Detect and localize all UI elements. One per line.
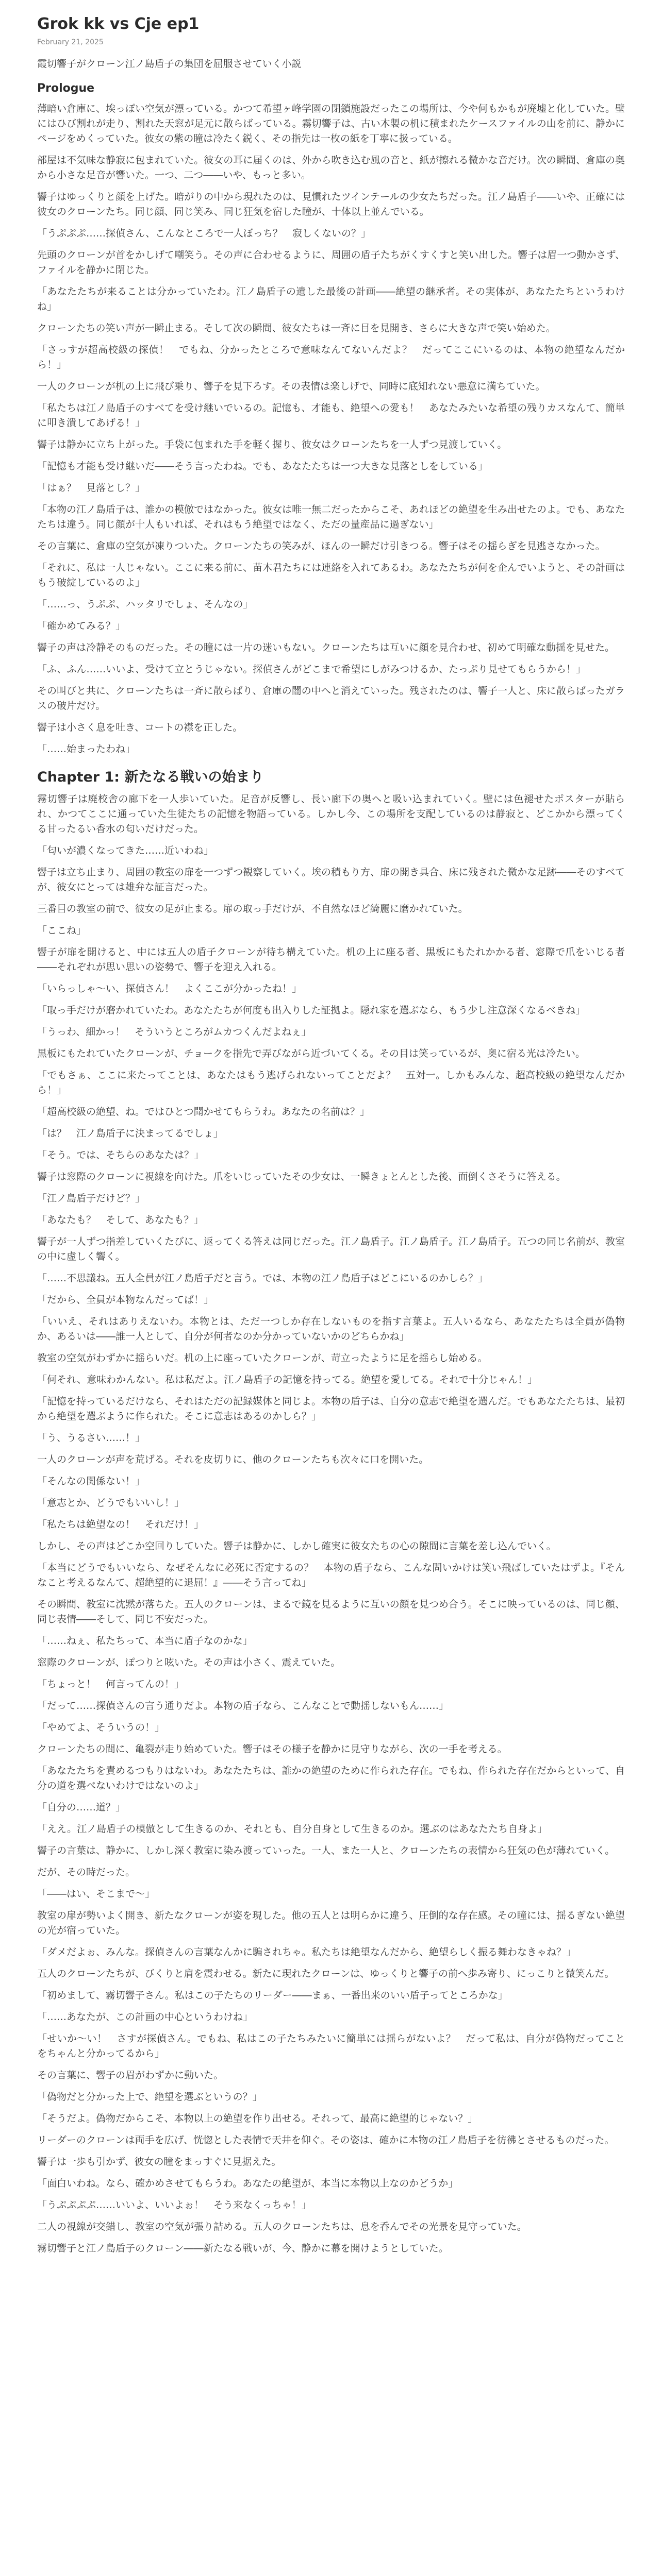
post-date: February 21, 2025 [37,38,104,46]
prologue-paragraph: クローンたちの笑い声が一瞬止まる。そして次の瞬間、彼女たちは一斉に目を見開き、さらに大きな声で笑い始めた。 [37,323,556,334]
prologue-paragraph: 「記憶も才能も受け継いだ――そう言ったわね。でも、あなたたちは一つ大きな見落としをしている」 [37,461,488,472]
prologue-paragraph: 「確かめてみる？」 [37,620,126,632]
chapter1-paragraph: 響子は窓際のクローンに視線を向けた。爪をいじっていたその少女は、一瞬きょとんとした後、面倒くさそうに答える。 [37,1171,566,1182]
prologue-paragraph: 響子はゆっくりと顔を上げた。暗がりの中から現れたのは、見慣れたツインテールの少女たちだった。江ノ島盾子――いや、正確には彼女のクローンたち。同じ顔、同じ笑み、同じ狂気を宿した瞳が、十体以上並んでいる。 [37,191,625,217]
chapter1-paragraph: 霧切響子と江ノ島盾子のクローン――新たなる戦いが、今、静かに幕を開けようとしていた。 [37,2243,449,2254]
chapter1-paragraph: 「だから、全員が本物なんだってば！」 [37,1294,214,1306]
chapter1-paragraph: 「うっわ、細かっ！ そういうところがムカつくんだよねぇ」 [37,1026,311,1038]
prologue-paragraph: 先頭のクローンが首をかしげて嘲笑う。その声に合わせるように、周囲の盾子たちがくすくすと笑い出した。響子は眉一つ動かさず、ファイルを静かに閉じた。 [37,249,625,276]
chapter1-paragraph: リーダーのクローンは両手を広げ、恍惚とした表情で天井を仰ぐ。その姿は、確かに本物の江ノ島盾子を彷彿とさせるものだった。 [37,2134,615,2146]
prologue-paragraph: その叫びと共に、クローンたちは一斉に散らばり、倉庫の闇の中へと消えていった。残されたのは、響子一人と、床に散らばったガラスの破片だけ。 [37,685,625,711]
chapter1-paragraph: 「あなたたちを責めるつもりはないわ。あなたたちは、誰かの絶望のために作られた存在。でもね、作られた存在だからといって、自分の道を選べないわけではないのよ」 [37,1765,625,1791]
chapter1-paragraph: 窓際のクローンが、ぽつりと呟いた。その声は小さく、震えていた。 [37,1657,341,1668]
prologue-paragraph: 「あなたたちが来ることは分かっていたわ。江ノ島盾子の遺した最後の計画――絶望の継承者。その実体が、あなたたちというわけね」 [37,286,625,312]
prologue-paragraph: 「はぁ？ 見落とし？」 [37,482,145,494]
chapter1-paragraph: 「本当にどうでもいいなら、なぜそんなに必死に否定するの？ 本物の盾子なら、こんな問いかけは笑い飛ばしていたはずよ。『そんなこと考えるなんて、超絶望的に退屈！』――そう言ってね」 [37,1562,625,1588]
chapter1-paragraph: 「う、うるさい……！」 [37,1432,145,1444]
chapter1-paragraph: 響子は立ち止まり、周囲の教室の扉を一つずつ観察していく。埃の積もり方、扉の開き具合、床に残された微かな足跡――そのすべてが、彼女にとっては雄弁な証言だった。 [37,867,625,893]
prologue-paragraph: 一人のクローンが机の上に飛び乗り、響子を見下ろす。その表情は楽しげで、同時に底知れない悪意に満ちていた。 [37,381,545,392]
chapter1-paragraph: 響子が扉を開けると、中には五人の盾子クローンが待ち構えていた。机の上に座る者、黒板にもたれかかる者、窓際で爪をいじる者――それぞれが思い思いの姿勢で、響子を迎え入れる。 [37,946,625,973]
prologue-paragraph: 「ふ、ふん……いいよ、受けて立とうじゃない。探偵さんがどこまで希望にしがみつけるか、たっぷり見せてもらうから！」 [37,664,586,675]
chapter1-paragraph: 「偽物だと分かった上で、絶望を選ぶというの？」 [37,2091,262,2103]
chapter1-paragraph: 「――はい、そこまで〜」 [37,1888,155,1900]
chapter1-paragraph: 「だって……探偵さんの言う通りだよ。本物の盾子なら、こんなことで動揺しないもん……」 [37,1700,449,1711]
chapter1-paragraph: 「そんなの関係ない！」 [37,1476,145,1487]
chapter1-paragraph: 三番目の教室の前で、彼女の足が止まる。扉の取っ手だけが、不自然なほど綺麗に磨かれていた。 [37,903,468,914]
chapter1-paragraph: 「いらっしゃ〜い、探偵さん！ よくここが分かったね！」 [37,983,302,994]
chapter1-paragraph: 「超高校級の絶望、ね。ではひとつ聞かせてもらうわ。あなたの名前は？」 [37,1106,370,1117]
chapter1-paragraph: 「江ノ島盾子だけど？」 [37,1193,145,1204]
chapter1-paragraph: その瞬間、教室に沈黙が落ちた。五人のクローンは、まるで鏡を見るように互いの顔を見つめ合う。そこに映っているのは、同じ顔、同じ表情――そして、同じ不安だった。 [37,1599,625,1625]
prologue-body [37,101,625,757]
chapter1-paragraph: 「自分の……道？」 [37,1802,126,1813]
chapter1-paragraph: 「……あなたが、この計画の中心というわけね」 [37,2011,253,2023]
chapter1-paragraph: 「でもさぁ、ここに来たってことは、あなたはもう逃げられないってことだよ？ 五対一。しかもみんな、超高校級の絶望なんだから！」 [37,1070,625,1096]
post-page [37,0,625,2256]
chapter1-paragraph: 「いいえ、それはありえないわ。本物とは、ただ一つしか存在しないものを指す言葉よ。五人いるなら、あなたたちは全員が偽物か、あるいは――誰一人として、自分が何者なのか分かっていないかのどちらかね」 [37,1316,625,1342]
chapter1-paragraph: 「そう。では、そちらのあなたは？」 [37,1149,204,1161]
chapter1-body [37,792,625,2256]
prologue-paragraph: 「それに、私は一人じゃない。ここに来る前に、苗木君たちには連絡を入れてあるわ。あなたたちが何を企んでいようと、その計画はもう破綻しているのよ」 [37,562,625,588]
chapter1-paragraph: 「は？ 江ノ島盾子に決まってるでしょ」 [37,1128,223,1139]
chapter1-paragraph: 「何それ、意味わかんない。私は私だよ。江ノ島盾子の記憶を持ってる。絶望を愛してる。それで十分じゃん！」 [37,1374,538,1385]
chapter1-paragraph: 教室の扉が勢いよく開き、新たなクローンが姿を現した。他の五人とは明らかに違う、圧倒的な存在感。その瞳には、揺るぎない絶望の光が宿っていた。 [37,1910,625,1936]
prologue-heading: Prologue [37,82,95,95]
chapter1-paragraph: 「匂いが濃くなってきた……近いわね」 [37,845,214,856]
chapter1-paragraph: 五人のクローンたちが、びくりと肩を震わせる。新たに現れたクローンは、ゆっくりと響子の前へ歩み寄り、にっこりと微笑んだ。 [37,1968,615,1979]
prologue-paragraph: その言葉に、倉庫の空気が凍りついた。クローンたちの笑みが、ほんの一瞬だけ引きつる。響子はその揺らぎを見逃さなかった。 [37,540,605,552]
prologue-paragraph: 「うぷぷぷ……探偵さん、こんなところで一人ぼっち？ 寂しくないの？」 [37,228,371,239]
chapter1-paragraph: 「やめてよ、そういうの！」 [37,1722,165,1733]
prologue-paragraph: 薄暗い倉庫に、埃っぽい空気が漂っている。かつて希望ヶ峰学園の閉鎖施設だったこの場所は、今や何もかもが廃墟と化していた。壁にはひび割れが走り、割れた天窓が足元に散らばっている。霧切響子は、古い木製の机に積まれたケースファイルの山を前に、静かにページをめくっていた。彼女の紫の瞳は冷たく鋭く、その指先は一枚の紙を丁寧に扱っている。 [37,103,625,144]
chapter1-paragraph: 「ダメだよぉ、みんな。探偵さんの言葉なんかに騙されちゃ。私たちは絶望なんだから、絶望らしく振る舞わなきゃね？」 [37,1946,576,1958]
chapter1-paragraph: 黒板にもたれていたクローンが、チョークを指先で弄びながら近づいてくる。その目は笑っているが、奥に宿る光は冷たい。 [37,1048,586,1059]
chapter1-heading: Chapter 1: 新たなる戦いの始まり [37,769,264,785]
prologue-paragraph: 「……っ、うぷぷ、ハッタリでしょ、そんなの」 [37,599,253,610]
chapter1-paragraph: 響子の言葉は、静かに、しかし深く教室に染み渡っていった。一人、また一人と、クローンたちの表情から狂気の色が薄れていく。 [37,1845,615,1856]
chapter1-paragraph: 「……不思議ね。五人全員が江ノ島盾子だと言う。では、本物の江ノ島盾子はどこにいるのかしら？」 [37,1273,488,1284]
chapter1-paragraph: クローンたちの間に、亀裂が走り始めていた。響子はその様子を静かに見守りながら、次の一手を考える。 [37,1743,507,1755]
chapter1-paragraph: 「ここね」 [37,925,87,936]
chapter1-paragraph: 「意志とか、どうでもいいし！」 [37,1497,185,1509]
chapter1-paragraph: 教室の空気がわずかに揺らいだ。机の上に座っていたクローンが、苛立ったように足を揺らし始める。 [37,1352,488,1364]
chapter1-paragraph: 「うぷぷぷぷ……いいよ、いいよぉ！ そう来なくっちゃ！」 [37,2199,311,2211]
prologue-paragraph: 部屋は不気味な静寂に包まれていた。彼女の耳に届くのは、外から吹き込む風の音と、紙が擦れる微かな音だけ。次の瞬間、倉庫の奥から小さな足音が響いた。一つ、二つ――いや、もっと多い。 [37,155,625,181]
chapter1-paragraph: 一人のクローンが声を荒げる。それを皮切りに、他のクローンたちも次々に口を開いた。 [37,1454,429,1465]
chapter1-paragraph: 「そうだよ。偽物だからこそ、本物以上の絶望を作り出せる。それって、最高に絶望的じゃない？」 [37,2113,478,2124]
chapter1-paragraph: 「あなたも？ そして、あなたも？」 [37,1214,204,1226]
chapter1-paragraph: 「取っ手だけが磨かれていたわ。あなたたちが何度も出入りした証拠よ。隠れ家を選ぶなら、もう少し注意深くなるべきね」 [37,1005,586,1016]
chapter1-paragraph: 響子が一人ずつ指差していくたびに、返ってくる答えは同じだった。江ノ島盾子。江ノ島盾子。江ノ島盾子。五つの同じ名前が、教室の中に虚しく響く。 [37,1236,625,1262]
chapter1-paragraph: 霧切響子は廃校舎の廊下を一人歩いていた。足音が反響し、長い廊下の奥へと吸い込まれていく。壁には色褪せたポスターが貼られ、かつてここに通っていた生徒たちの記憶を物語っている。しかし今、この場所を支配しているのは静寂と、どこかから漂ってくる甘ったるい香水の匂いだけだった。 [37,793,625,835]
prologue-paragraph: 響子の声は冷静そのものだった。その瞳には一片の迷いもない。クローンたちは互いに顔を見合わせ、初めて明確な動揺を見せた。 [37,642,615,653]
chapter1-paragraph: 「面白いわね。なら、確かめさせてもらうわ。あなたの絶望が、本当に本物以上なのかどうか」 [37,2178,458,2189]
post-title: Grok kk vs Cje ep1 [37,15,200,33]
chapter1-paragraph: 「初めまして、霧切響子さん。私はこの子たちのリーダー――まぁ、一番出来のいい盾子ってところかな」 [37,1990,508,2001]
prologue-paragraph: 「本物の江ノ島盾子は、誰かの模倣ではなかった。彼女は唯一無二だったからこそ、あれほどの絶望を生み出せたのよ。でも、あなたたちは違う。同じ顔が十人もいれば、それはもう絶望ではなく、ただの量産品に過ぎない」 [37,504,625,530]
prologue-paragraph: 「さっすが超高校級の探偵！ でもね、分かったところで意味なんてないんだよ？ だってここにいるのは、本物の絶望なんだから！」 [37,344,625,370]
prologue-paragraph: 響子は小さく息を吐き、コートの襟を正した。 [37,722,243,733]
prologue-paragraph: 「私たちは江ノ島盾子のすべてを受け継いでいるの。記憶も、才能も、絶望への愛も！ あなたみたいな希望の残りカスなんて、簡単に叩き潰してあげる！」 [37,402,625,429]
prologue-paragraph: 「……始まったわね」 [37,743,136,755]
chapter1-paragraph: だが、その時だった。 [37,1867,136,1878]
chapter1-paragraph: 「私たちは絶望なの！ それだけ！」 [37,1519,204,1530]
chapter1-paragraph: その言葉に、響子の眉がわずかに動いた。 [37,2070,224,2081]
chapter1-paragraph: 「せいか〜い！ さすが探偵さん。でもね、私はこの子たちみたいに簡単には揺らがないよ？ だって私は、自分が偽物だってことをちゃんと分かってるから」 [37,2033,625,2059]
chapter1-paragraph: 二人の視線が交錯し、教室の空気が張り詰める。五人のクローンたちは、息を呑んでその光景を見守っていた。 [37,2221,527,2232]
chapter1-paragraph: 「ちょっと！ 何言ってんの！」 [37,1679,185,1690]
prologue-paragraph: 響子は静かに立ち上がった。手袋に包まれた手を軽く握り、彼女はクローンたちを一人ずつ見渡していく。 [37,439,507,450]
post-subtitle: 霞切響子がクローン江ノ島盾子の集団を屈服させていく小説 [37,58,302,70]
chapter1-paragraph: 「記憶を持っているだけなら、それはただの記録媒体と同じよ。本物の盾子は、自分の意志で絶望を選んだ。でもあなたたちは、最初から絶望を選ぶように作られた。そこに意志はあるのかしら？」 [37,1396,625,1422]
chapter1-paragraph: 「……ねぇ、私たちって、本当に盾子なのかな」 [37,1635,253,1647]
chapter1-paragraph: 響子は一歩も引かず、彼女の瞳をまっすぐに見据えた。 [37,2156,282,2167]
chapter1-paragraph: しかし、その声はどこか空回りしていた。響子は静かに、しかし確実に彼女たちの心の隙間に言葉を差し込んでいく。 [37,1540,556,1552]
chapter1-paragraph: 「ええ。江ノ島盾子の模倣として生きるのか、それとも、自分自身として生きるのか。選ぶのはあなたたち自身よ」 [37,1823,548,1835]
